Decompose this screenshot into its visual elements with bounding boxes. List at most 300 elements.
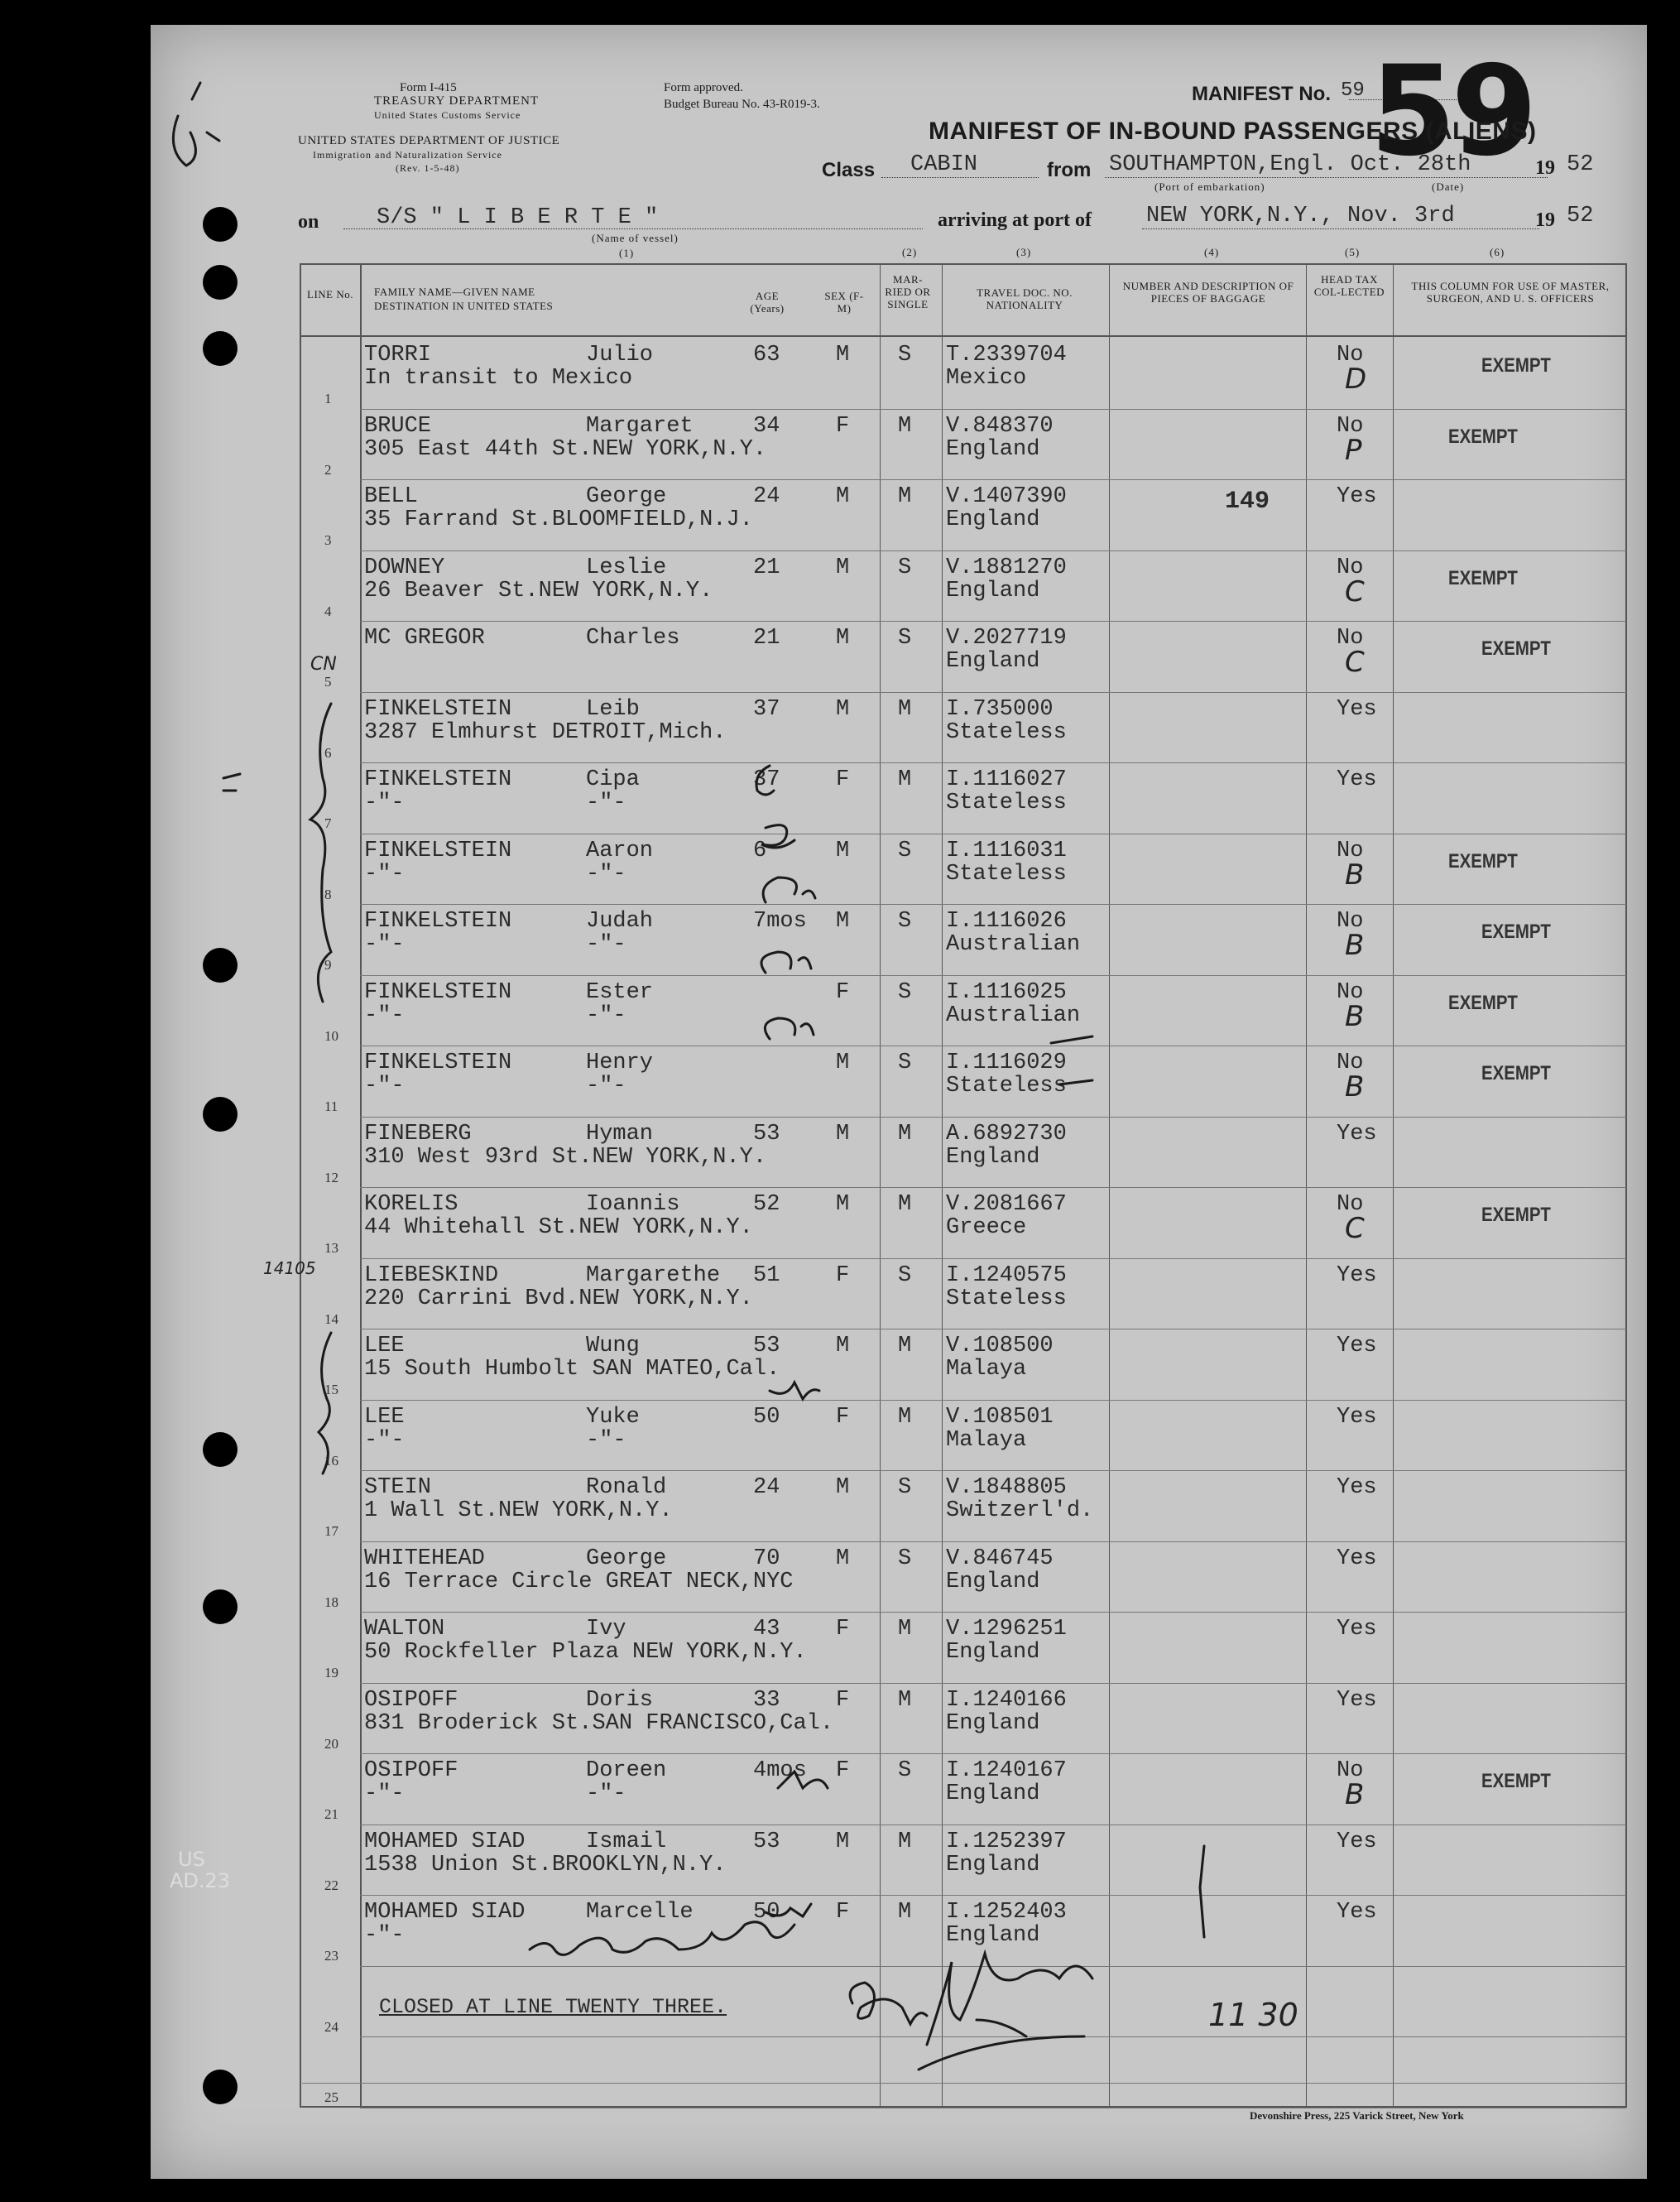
stamped-manifest-number: 59 [1370, 40, 1533, 184]
travel-doc-no: I.1252397 [946, 1829, 1067, 1854]
given-name: George [586, 484, 667, 509]
nationality: Malaya [946, 1427, 1027, 1453]
year-2: 52 [1567, 204, 1594, 228]
line-number: 11 [324, 1099, 338, 1114]
line-number: 7 [324, 815, 332, 831]
given-ditto: -"- [586, 861, 626, 887]
head-tax: Yes [1337, 696, 1377, 722]
travel-doc-no: I.1116026 [946, 909, 1067, 934]
port-caption: (Port of embarkation) [1154, 180, 1265, 193]
sex: F [836, 413, 850, 439]
destination: 1 Wall St.NEW YORK,N.Y. [364, 1498, 673, 1523]
marital-status: S [898, 1758, 912, 1783]
sex: M [836, 1121, 850, 1147]
margin-note-number: 14105 [263, 1258, 316, 1278]
head-tax: No [1337, 555, 1364, 580]
col-sex-header: SEX (F-M) [824, 290, 864, 315]
sex: F [836, 1900, 850, 1925]
head-tax: Yes [1337, 1334, 1377, 1358]
family-name: MOHAMED SIAD [364, 1829, 526, 1854]
marital-status: M [898, 413, 912, 439]
line-number: 16 [324, 1452, 338, 1469]
family-name: LEE [364, 1404, 405, 1430]
line-number: 4 [324, 603, 332, 619]
exempt-stamp: EXEMPT [1448, 425, 1518, 448]
age: 51 [753, 1262, 780, 1288]
sex: M [836, 1051, 850, 1075]
head-tax: No [1337, 626, 1364, 651]
line-number: 21 [324, 1806, 338, 1822]
line-number: 19 [324, 1665, 338, 1680]
destination: In transit to Mexico [364, 366, 633, 391]
nationality: England [946, 578, 1040, 603]
col-line-header: LINE No. [307, 288, 353, 300]
treasury-dept: TREASURY DEPARTMENT [374, 94, 540, 108]
marital-status: S [898, 626, 912, 651]
age: 24 [753, 1475, 780, 1500]
margin-note-ad: AD.23 [170, 1869, 231, 1892]
family-name: FINEBERG [364, 1121, 472, 1147]
nationality: Stateless [946, 791, 1067, 815]
exempt-stamp: EXEMPT [1481, 1770, 1551, 1792]
destination: -"- [364, 861, 405, 887]
col-age-header: AGE (Years) [750, 290, 785, 315]
nationality: England [946, 507, 1040, 532]
given-name: Ivy [586, 1617, 626, 1642]
given-name: Ioannis [586, 1192, 680, 1217]
nationality: Stateless [946, 719, 1067, 745]
marital-status: M [898, 484, 912, 509]
nationality: Greece [946, 1215, 1027, 1240]
margin-note-cn: CN [310, 654, 337, 675]
class-label: Class [822, 159, 876, 181]
age: 24 [753, 484, 780, 509]
age: 33 [753, 1687, 780, 1713]
head-tax-mark: P [1345, 433, 1362, 467]
age: 37 [753, 767, 780, 792]
head-tax: Yes [1337, 767, 1377, 792]
family-name: WALTON [364, 1617, 445, 1642]
age: 4mos [753, 1758, 807, 1783]
line-number: 3 [324, 532, 332, 548]
family-name: BELL [364, 484, 418, 509]
given-name: Cipa [586, 767, 640, 792]
destination: 50 Rockfeller Plaza NEW YORK,N.Y. [364, 1640, 807, 1665]
family-name: WHITEHEAD [364, 1546, 485, 1571]
destination: -"- [364, 1923, 405, 1948]
closing-statement: CLOSED AT LINE TWENTY THREE. [379, 1995, 727, 2019]
line-number: 13 [324, 1240, 338, 1256]
head-tax: Yes [1337, 1900, 1377, 1925]
line-number: 25 [324, 2089, 338, 2105]
marital-status: S [898, 979, 912, 1005]
age: 53 [753, 1121, 780, 1147]
age: 52 [753, 1192, 780, 1217]
exempt-stamp: EXEMPT [1448, 566, 1518, 589]
marital-status: S [898, 1475, 912, 1500]
col-bag-num: (4) [1204, 246, 1220, 258]
customs-service: United States Customs Service [374, 109, 521, 121]
head-tax: Yes [1337, 1262, 1377, 1288]
age: 53 [753, 1334, 780, 1358]
col-doc-num: (3) [1016, 246, 1032, 258]
nationality: Mexico [946, 366, 1027, 391]
travel-doc-no: I.1116027 [946, 767, 1067, 792]
destination: -"- [364, 791, 405, 815]
given-ditto: -"- [586, 1074, 626, 1099]
given-name: Yuke [586, 1404, 640, 1430]
head-tax: Yes [1337, 1829, 1377, 1854]
travel-doc-no: V.108501 [946, 1404, 1054, 1430]
marital-status: S [898, 1262, 912, 1288]
given-name: Judah [586, 909, 654, 934]
sex: M [836, 626, 850, 651]
nationality: England [946, 1852, 1040, 1877]
head-tax: Yes [1337, 1404, 1377, 1430]
given-name: Ismail [586, 1829, 667, 1854]
col-married-num: (2) [902, 246, 918, 258]
destination: 35 Farrand St.BLOOMFIELD,N.J. [364, 507, 753, 532]
destination: 3287 Elmhurst DETROIT,Mich. [364, 719, 727, 745]
given-name: Marcelle [586, 1900, 694, 1925]
head-tax-mark: B [1345, 929, 1365, 962]
line-number: 10 [324, 1027, 338, 1044]
travel-doc-no: T.2339704 [946, 343, 1067, 368]
given-name: Julio [586, 343, 654, 368]
head-tax: No [1337, 413, 1364, 439]
marital-status: M [898, 1829, 912, 1854]
line-number: 1 [324, 391, 332, 406]
sex: M [836, 1475, 850, 1500]
travel-doc-no: I.1240166 [946, 1687, 1067, 1713]
line-number: 6 [324, 744, 332, 761]
exempt-stamp: EXEMPT [1481, 921, 1551, 943]
marital-status: S [898, 909, 912, 934]
head-tax: Yes [1337, 1617, 1377, 1642]
age: 37 [753, 696, 780, 722]
sex: F [836, 1617, 850, 1642]
sex: M [836, 696, 850, 722]
family-name: STEIN [364, 1475, 432, 1500]
family-name: FINKELSTEIN [364, 838, 512, 863]
family-name: LIEBESKIND [364, 1262, 499, 1288]
age: 63 [753, 343, 780, 368]
signature-time: 11 30 [1208, 1997, 1298, 2033]
travel-doc-no: V.108500 [946, 1334, 1054, 1358]
arriving-label: arriving at port of [938, 209, 1092, 231]
head-tax: No [1337, 909, 1364, 934]
head-tax: No [1337, 1051, 1364, 1075]
manifest-title: MANIFEST OF IN-BOUND PASSENGERS (ALIENS) [929, 118, 1537, 145]
travel-doc-no: V.848370 [946, 413, 1054, 439]
nationality: England [946, 649, 1040, 674]
head-tax: Yes [1337, 1475, 1377, 1500]
marital-status: M [898, 1900, 912, 1925]
given-ditto: -"- [586, 932, 626, 957]
exempt-stamp: EXEMPT [1448, 849, 1518, 873]
destination: -"- [364, 932, 405, 957]
nationality: England [946, 1781, 1040, 1806]
vessel-caption: (Name of vessel) [592, 232, 679, 244]
head-tax-mark: C [1345, 575, 1365, 608]
nationality: England [946, 1923, 1040, 1948]
family-name: FINKELSTEIN [364, 696, 512, 722]
marital-status: M [898, 1192, 912, 1217]
given-name: Margaret [586, 413, 694, 439]
marital-status: M [898, 1404, 912, 1430]
date-caption: (Date) [1432, 180, 1465, 193]
given-ditto: -"- [586, 1781, 626, 1806]
given-name: Leslie [586, 555, 667, 580]
line-number: 8 [324, 886, 332, 902]
destination: 44 Whitehall St.NEW YORK,N.Y. [364, 1215, 753, 1240]
nationality: England [946, 1144, 1040, 1170]
family-name: FINKELSTEIN [364, 767, 512, 792]
head-tax-mark: C [1345, 646, 1365, 679]
sex: M [836, 838, 850, 863]
line-number: 23 [324, 1948, 338, 1964]
col-married-header: MAR-RIED OR SINGLE [885, 273, 931, 310]
age: 53 [753, 1829, 780, 1854]
exempt-stamp: EXEMPT [1481, 1204, 1551, 1226]
col-dest-header: DESTINATION IN UNITED STATES [374, 300, 554, 312]
sex: M [836, 1334, 850, 1358]
line-number: 17 [324, 1523, 338, 1539]
sex: M [836, 484, 850, 509]
line-number: 20 [324, 1735, 338, 1752]
destination: 831 Broderick St.SAN FRANCISCO,Cal. [364, 1710, 834, 1736]
arrival-port: NEW YORK,N.Y., Nov. 3rd [1146, 204, 1455, 228]
given-name: George [586, 1546, 667, 1571]
exempt-stamp: EXEMPT [1448, 991, 1518, 1014]
marital-status: M [898, 1121, 912, 1147]
col-tax-num: (5) [1345, 246, 1361, 258]
head-tax: No [1337, 343, 1364, 368]
nationality: Malaya [946, 1357, 1027, 1382]
travel-doc-no: I.1116025 [946, 979, 1067, 1005]
head-tax-mark: B [1345, 1070, 1365, 1103]
head-tax-mark: B [1345, 999, 1365, 1033]
head-tax: Yes [1337, 1546, 1377, 1571]
col-officers-header: THIS COLUMN FOR USE OF MASTER, SURGEON, AND U. S. OFFICERS [1411, 280, 1610, 305]
given-name: Doreen [586, 1758, 667, 1783]
age: 21 [753, 626, 780, 651]
travel-doc-no: V.2081667 [946, 1192, 1067, 1217]
travel-doc-no: I.1240167 [946, 1758, 1067, 1783]
nationality: England [946, 1569, 1040, 1594]
family-name: MOHAMED SIAD [364, 1900, 526, 1925]
line-number: 24 [324, 2018, 338, 2035]
given-name: Ronald [586, 1475, 667, 1500]
head-tax-mark: B [1345, 1778, 1365, 1811]
age: 50 [753, 1900, 780, 1925]
given-name: Hyman [586, 1121, 654, 1147]
head-tax: Yes [1337, 484, 1377, 509]
family-name: TORRI [364, 343, 432, 368]
line-number: 12 [324, 1169, 338, 1185]
destination: 1538 Union St.BROOKLYN,N.Y. [364, 1852, 727, 1877]
marital-status: S [898, 838, 912, 863]
printer-credit: Devonshire Press, 225 Varick Street, New York [1250, 2109, 1464, 2122]
family-name: FINKELSTEIN [364, 979, 512, 1005]
line-number: 15 [324, 1382, 338, 1397]
exempt-stamp: EXEMPT [1481, 1062, 1551, 1084]
sex: M [836, 1192, 850, 1217]
baggage-count: 149 [1225, 488, 1270, 516]
doj-heading: UNITED STATES DEPARTMENT OF JUSTICE [298, 134, 560, 147]
age: 50 [753, 1404, 780, 1430]
sex: F [836, 1262, 850, 1288]
age: 70 [753, 1546, 780, 1571]
exempt-stamp: EXEMPT [1481, 637, 1551, 660]
family-name: MC GREGOR [364, 626, 485, 651]
destination: -"- [364, 1002, 405, 1028]
line-number: 2 [324, 461, 332, 478]
line-number: 9 [324, 957, 332, 973]
head-tax: No [1337, 1758, 1364, 1783]
line-number: 14 [324, 1310, 338, 1327]
marital-status: S [898, 343, 912, 368]
budget-bureau: Budget Bureau No. 43-R019-3. [664, 98, 820, 111]
col-off-num: (6) [1490, 246, 1505, 258]
age: 7mos [753, 909, 807, 934]
age: 6 [753, 838, 767, 863]
given-name: Ester [586, 979, 654, 1005]
given-name: Aaron [586, 838, 654, 863]
travel-doc-no: I.1252403 [946, 1900, 1067, 1925]
head-tax: Yes [1337, 1687, 1377, 1713]
col1-caption: (1) [619, 247, 635, 259]
head-tax: No [1337, 838, 1364, 863]
destination: -"- [364, 1074, 405, 1099]
given-name: Wung [586, 1334, 640, 1358]
nationality: Switzerl'd. [946, 1498, 1094, 1523]
family-name: OSIPOFF [364, 1758, 458, 1783]
nationality: Australian [946, 1002, 1081, 1028]
sex: F [836, 1687, 850, 1713]
marital-status: S [898, 1051, 912, 1075]
head-tax: No [1337, 1192, 1364, 1217]
destination: 26 Beaver St.NEW YORK,N.Y. [364, 578, 713, 603]
given-ditto: -"- [586, 1427, 626, 1453]
col-name-header: FAMILY NAME—GIVEN NAME [374, 286, 535, 298]
head-tax: Yes [1337, 1121, 1377, 1147]
travel-doc-no: I.1116031 [946, 838, 1067, 863]
nationality: England [946, 1710, 1040, 1736]
manifest-no-value: 59 [1341, 79, 1365, 102]
sex: F [836, 767, 850, 792]
given-name: Charles [586, 626, 680, 651]
sex: F [836, 1404, 850, 1430]
margin-note-us: US [178, 1848, 205, 1871]
destination: -"- [364, 1781, 405, 1806]
travel-doc-no: V.1407390 [946, 484, 1067, 509]
destination: 16 Terrace Circle GREAT NECK,NYC [364, 1569, 794, 1594]
sex: F [836, 979, 850, 1005]
line-number: 22 [324, 1877, 338, 1893]
head-tax-mark: B [1345, 858, 1365, 892]
age: 34 [753, 413, 780, 439]
given-ditto: -"- [586, 1002, 626, 1028]
age: 43 [753, 1617, 780, 1642]
head-tax-mark: D [1345, 363, 1367, 396]
col-doc-header: TRAVEL DOC. NO. NATIONALITY [977, 286, 1073, 311]
marital-status: S [898, 1546, 912, 1571]
family-name: DOWNEY [364, 555, 445, 580]
manifest-no-label: MANIFEST No. [1192, 83, 1331, 105]
nationality: Stateless [946, 1286, 1067, 1311]
marital-status: M [898, 1334, 912, 1358]
given-name: Henry [586, 1051, 654, 1075]
sex: F [836, 1758, 850, 1783]
nationality: Stateless [946, 861, 1067, 887]
nationality: England [946, 1640, 1040, 1665]
age: 21 [753, 555, 780, 580]
on-label: on [298, 211, 319, 233]
marital-status: M [898, 1617, 912, 1642]
family-name: FINKELSTEIN [364, 1051, 512, 1075]
destination: 305 East 44th St.NEW YORK,N.Y. [364, 436, 767, 462]
marital-status: S [898, 555, 912, 580]
exempt-stamp: EXEMPT [1481, 354, 1551, 377]
nationality: Australian [946, 932, 1081, 957]
marital-status: M [898, 696, 912, 722]
travel-doc-no: V.2027719 [946, 626, 1067, 651]
travel-doc-no: V.1881270 [946, 555, 1067, 580]
travel-doc-no: V.846745 [946, 1546, 1054, 1571]
travel-doc-no: I.1116029 [946, 1051, 1067, 1075]
given-ditto: -"- [586, 791, 626, 815]
sex: M [836, 555, 850, 580]
nationality: Stateless [946, 1074, 1067, 1099]
form-number: Form I-415 [400, 81, 457, 94]
sex: M [836, 1829, 850, 1854]
sex: M [836, 343, 850, 368]
family-name: FINKELSTEIN [364, 909, 512, 934]
given-name: Doris [586, 1687, 654, 1713]
travel-doc-no: V.1296251 [946, 1617, 1067, 1642]
destination: 15 South Humbolt SAN MATEO,Cal. [364, 1357, 780, 1382]
sex: M [836, 1546, 850, 1571]
year-1: 52 [1567, 152, 1594, 177]
destination: -"- [364, 1427, 405, 1453]
nationality: England [946, 436, 1040, 462]
marital-status: M [898, 1687, 912, 1713]
destination: 310 West 93rd St.NEW YORK,N.Y. [364, 1144, 767, 1170]
family-name: LEE [364, 1334, 405, 1358]
travel-doc-no: I.735000 [946, 696, 1054, 722]
line-number: 5 [324, 674, 332, 690]
destination: 220 Carrini Bvd.NEW YORK,N.Y. [364, 1286, 753, 1311]
travel-doc-no: V.1848805 [946, 1475, 1067, 1500]
revision-date: (Rev. 1-5-48) [396, 162, 460, 174]
given-name: Leib [586, 696, 640, 722]
given-name: Margarethe [586, 1262, 721, 1288]
family-name: BRUCE [364, 413, 432, 439]
form-approved: Form approved. [664, 81, 743, 94]
col-headtax-header: HEAD TAX COL-LECTED [1313, 273, 1385, 298]
marital-status: M [898, 767, 912, 792]
sex: M [836, 909, 850, 934]
from-value: SOUTHAMPTON,Engl. Oct. 28th [1109, 152, 1471, 177]
vessel-name: S/S " L I B E R T E " [377, 205, 659, 230]
head-tax: No [1337, 979, 1364, 1005]
head-tax-mark: C [1345, 1212, 1365, 1245]
year-prefix-1: 19 [1535, 157, 1555, 179]
travel-doc-no: I.1240575 [946, 1262, 1067, 1288]
class-value: CABIN [910, 152, 978, 177]
year-prefix-2: 19 [1535, 209, 1555, 231]
